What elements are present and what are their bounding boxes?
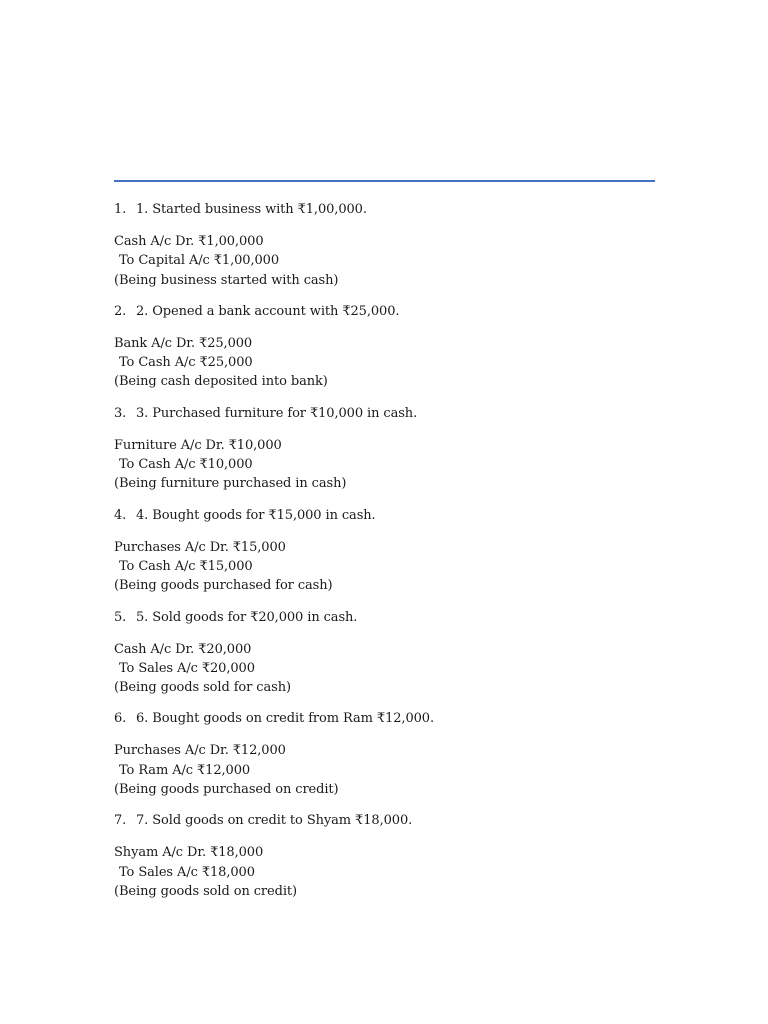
- debit-line: Furniture A/c Dr. ₹10,000: [114, 437, 282, 453]
- list-number: 4.: [114, 507, 127, 523]
- list-number: 7.: [114, 813, 127, 829]
- header-rule: [114, 180, 655, 182]
- journal-lines: [114, 334, 674, 392]
- narration-line: (Being business started with cash): [114, 272, 339, 288]
- entry-title: 6. Bought goods on credit from Ram ₹12,000.: [136, 711, 434, 727]
- journal-entry-3: [114, 404, 674, 494]
- credit-line: To Sales A/c ₹20,000: [119, 660, 255, 676]
- credit-line: To Ram A/c ₹12,000: [119, 762, 251, 778]
- credit-line: To Sales A/c ₹18,000: [119, 864, 255, 880]
- list-number: 3.: [114, 405, 127, 421]
- entry-heading: [114, 811, 674, 830]
- journal-lines: [114, 843, 674, 901]
- list-number: 6.: [114, 711, 127, 727]
- list-number: 2.: [114, 303, 127, 319]
- journal-lines: [114, 640, 674, 698]
- narration-line: (Being goods sold on credit): [114, 883, 298, 899]
- entry-title: 4. Bought goods for ₹15,000 in cash.: [136, 507, 376, 523]
- entry-title: 5. Sold goods for ₹20,000 in cash.: [136, 609, 358, 625]
- credit-line: To Cash A/c ₹25,000: [119, 355, 253, 371]
- debit-line: Cash A/c Dr. ₹1,00,000: [114, 234, 264, 249]
- journal-lines: [114, 538, 674, 596]
- narration-line: (Being goods purchased on credit): [114, 782, 339, 798]
- journal-entry-1: [114, 200, 674, 290]
- journal-entry-2: [114, 302, 674, 392]
- list-number: 5.: [114, 609, 127, 625]
- entry-heading: [114, 608, 674, 627]
- journal-lines: [114, 741, 674, 799]
- narration-line: (Being goods purchased for cash): [114, 578, 333, 594]
- narration-line: (Being cash deposited into bank): [114, 374, 328, 390]
- entry-heading: [114, 302, 674, 321]
- credit-line: To Capital A/c ₹1,00,000: [119, 253, 280, 269]
- entry-heading: [114, 709, 674, 728]
- entry-heading: [114, 404, 674, 423]
- debit-line: Purchases A/c Dr. ₹12,000: [114, 743, 286, 759]
- narration-line: (Being furniture purchased in cash): [114, 476, 347, 492]
- narration-line: (Being goods sold for cash): [114, 680, 291, 696]
- debit-line: Purchases A/c Dr. ₹15,000: [114, 539, 286, 555]
- entry-heading: [114, 200, 674, 219]
- entry-title: 3. Purchased furniture for ₹10,000 in cash.: [136, 405, 418, 421]
- journal-lines: [114, 232, 674, 290]
- debit-line: Shyam A/c Dr. ₹18,000: [114, 845, 264, 861]
- journal-lines: [114, 436, 674, 494]
- entry-heading: [114, 506, 674, 525]
- debit-line: Bank A/c Dr. ₹25,000: [114, 335, 253, 351]
- journal-entry-4: [114, 506, 674, 596]
- credit-line: To Cash A/c ₹10,000: [119, 457, 253, 473]
- credit-line: To Cash A/c ₹15,000: [119, 558, 253, 574]
- journal-entry-7: [114, 811, 674, 901]
- journal-entry-6: [114, 709, 674, 799]
- entry-title: 7. Sold goods on credit to Shyam ₹18,000.: [136, 813, 413, 829]
- journal-entries: [114, 200, 674, 901]
- list-number: 1.: [114, 202, 127, 217]
- entry-title: 2. Opened a bank account with ₹25,000.: [136, 303, 400, 319]
- entry-title: 1. Started business with ₹1,00,000.: [136, 202, 367, 217]
- debit-line: Cash A/c Dr. ₹20,000: [114, 641, 252, 657]
- journal-entry-5: [114, 608, 674, 698]
